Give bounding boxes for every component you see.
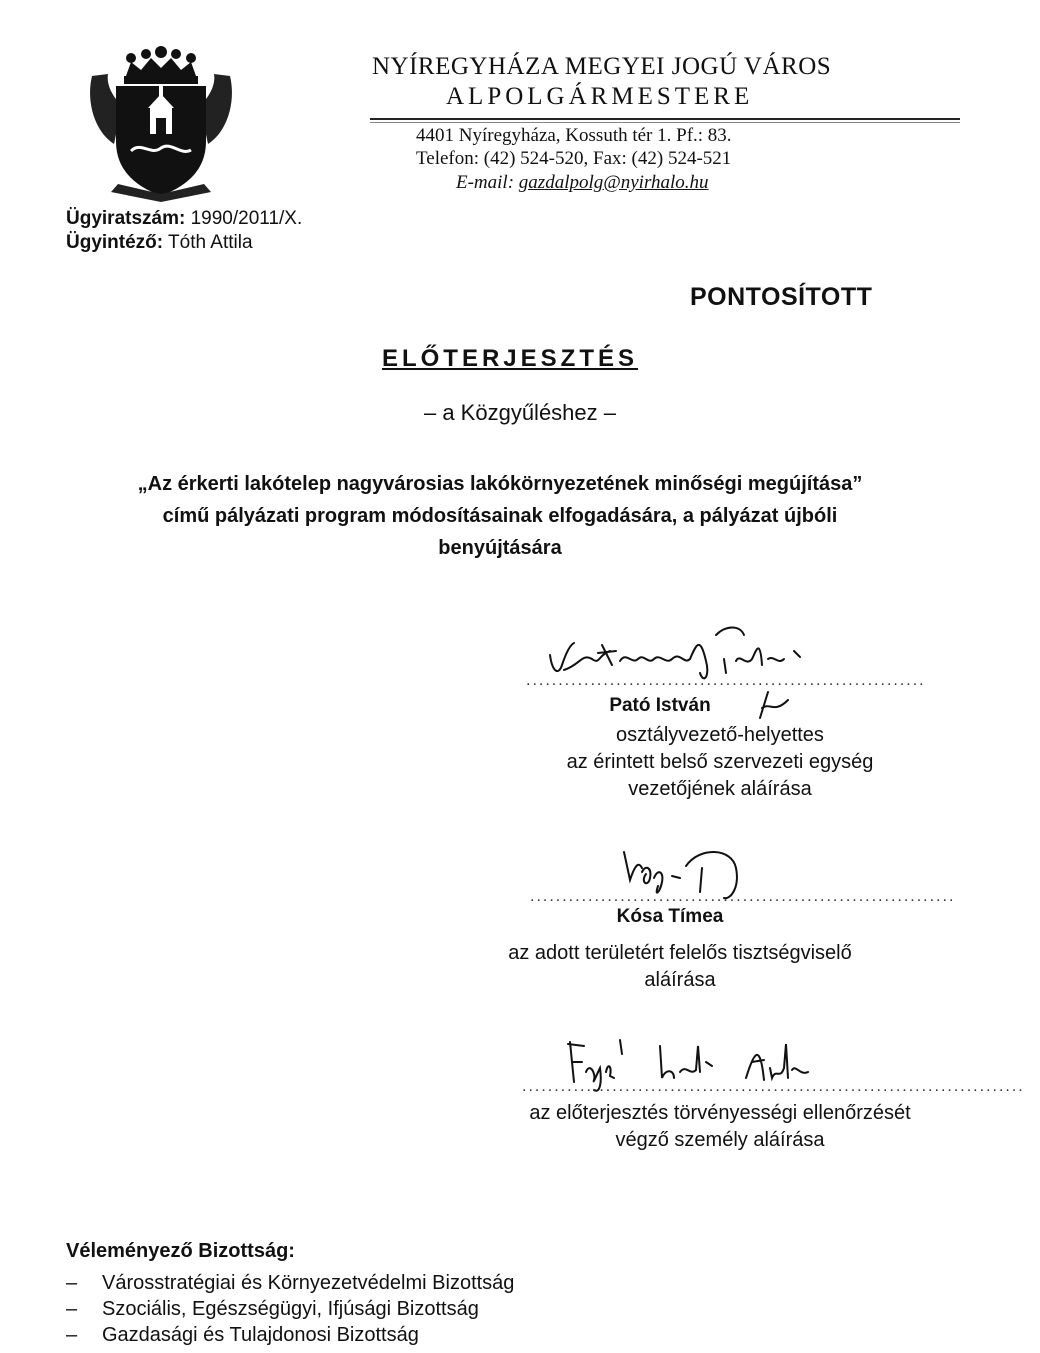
org-name: NYÍREGYHÁZA MEGYEI JOGÚ VÁROS xyxy=(372,53,832,80)
handwritten-initials xyxy=(754,690,794,720)
document-subtitle: – a Közgyűléshez – xyxy=(423,400,617,425)
subject-line: című pályázati program módosításainak elfogadására, a pályázat újbóli xyxy=(162,505,838,527)
role-line: az adott területért felelős tisztségviselő xyxy=(508,942,852,964)
header-rule xyxy=(370,118,960,120)
email-link[interactable]: gazdalpolg@nyirhalo.hu xyxy=(518,172,709,193)
email-line xyxy=(456,172,709,194)
signature-line: .............................................................. xyxy=(526,672,926,689)
list-item: – Városstratégiai és Környezetvédelmi Bizottság xyxy=(66,1272,515,1294)
signatory-role xyxy=(420,1100,1020,1154)
city-coat-of-arms-icon xyxy=(86,46,236,204)
officer-label: Ügyintéző: xyxy=(66,232,164,253)
signatory-role xyxy=(420,722,1020,803)
signatory-role xyxy=(400,940,960,994)
address-line: 4401 Nyíregyháza, Kossuth tér 1. Pf.: 83. xyxy=(416,125,732,146)
officer xyxy=(66,231,253,255)
subject-line: benyújtására xyxy=(438,537,562,559)
signatory-name: Pató István xyxy=(609,695,711,716)
phone-fax-line: Telefon: (42) 524-520, Fax: (42) 524-521 xyxy=(416,148,732,169)
committee-name: Városstratégiai és Környezetvédelmi Bizottság xyxy=(102,1272,515,1294)
list-item: – Gazdasági és Tulajdonosi Bizottság xyxy=(66,1324,419,1346)
role-line: az érintett belső szervezeti egység xyxy=(566,751,874,773)
signature-line: .................................................................. xyxy=(530,888,956,905)
signatory-name: Kósa Tímea xyxy=(616,906,724,927)
role-line: vezetőjének aláírása xyxy=(628,778,812,800)
org-subtitle: ALPOLGÁRMESTERE xyxy=(446,83,754,110)
committee-title: Véleményező Bizottság: xyxy=(66,1240,295,1262)
subject-line: „Az érkerti lakótelep nagyvárosias lakókörnyezetének minőségi megújítása” xyxy=(137,473,863,495)
file-number-label: Ügyiratszám: xyxy=(66,208,186,229)
officer-value: Tóth Attila xyxy=(168,232,253,253)
role-line: az előterjesztés törvényességi ellenőrzését xyxy=(529,1102,911,1124)
email-label: E-mail: xyxy=(456,172,515,193)
role-line: osztályvezető-helyettes xyxy=(616,724,824,746)
committee-name: Szociális, Egészségügyi, Ifjúsági Bizottság xyxy=(102,1298,479,1320)
role-line: aláírása xyxy=(644,969,716,991)
committee-name: Gazdasági és Tulajdonosi Bizottság xyxy=(102,1324,419,1346)
role-line: végző személy aláírása xyxy=(615,1129,825,1151)
document-title: ELŐTERJESZTÉS xyxy=(381,345,639,372)
signature-line: .............................................................................. xyxy=(522,1078,1025,1095)
header-rule-thin xyxy=(370,122,960,123)
list-item: – Szociális, Egészségügyi, Ifjúsági Bizottság xyxy=(66,1298,479,1320)
committee-list xyxy=(66,1270,514,1348)
document-subject xyxy=(60,468,940,564)
file-number-value: 1990/2011/X. xyxy=(190,208,303,229)
file-number xyxy=(66,207,302,231)
status-stamp: PONTOSÍTOTT xyxy=(690,283,873,311)
